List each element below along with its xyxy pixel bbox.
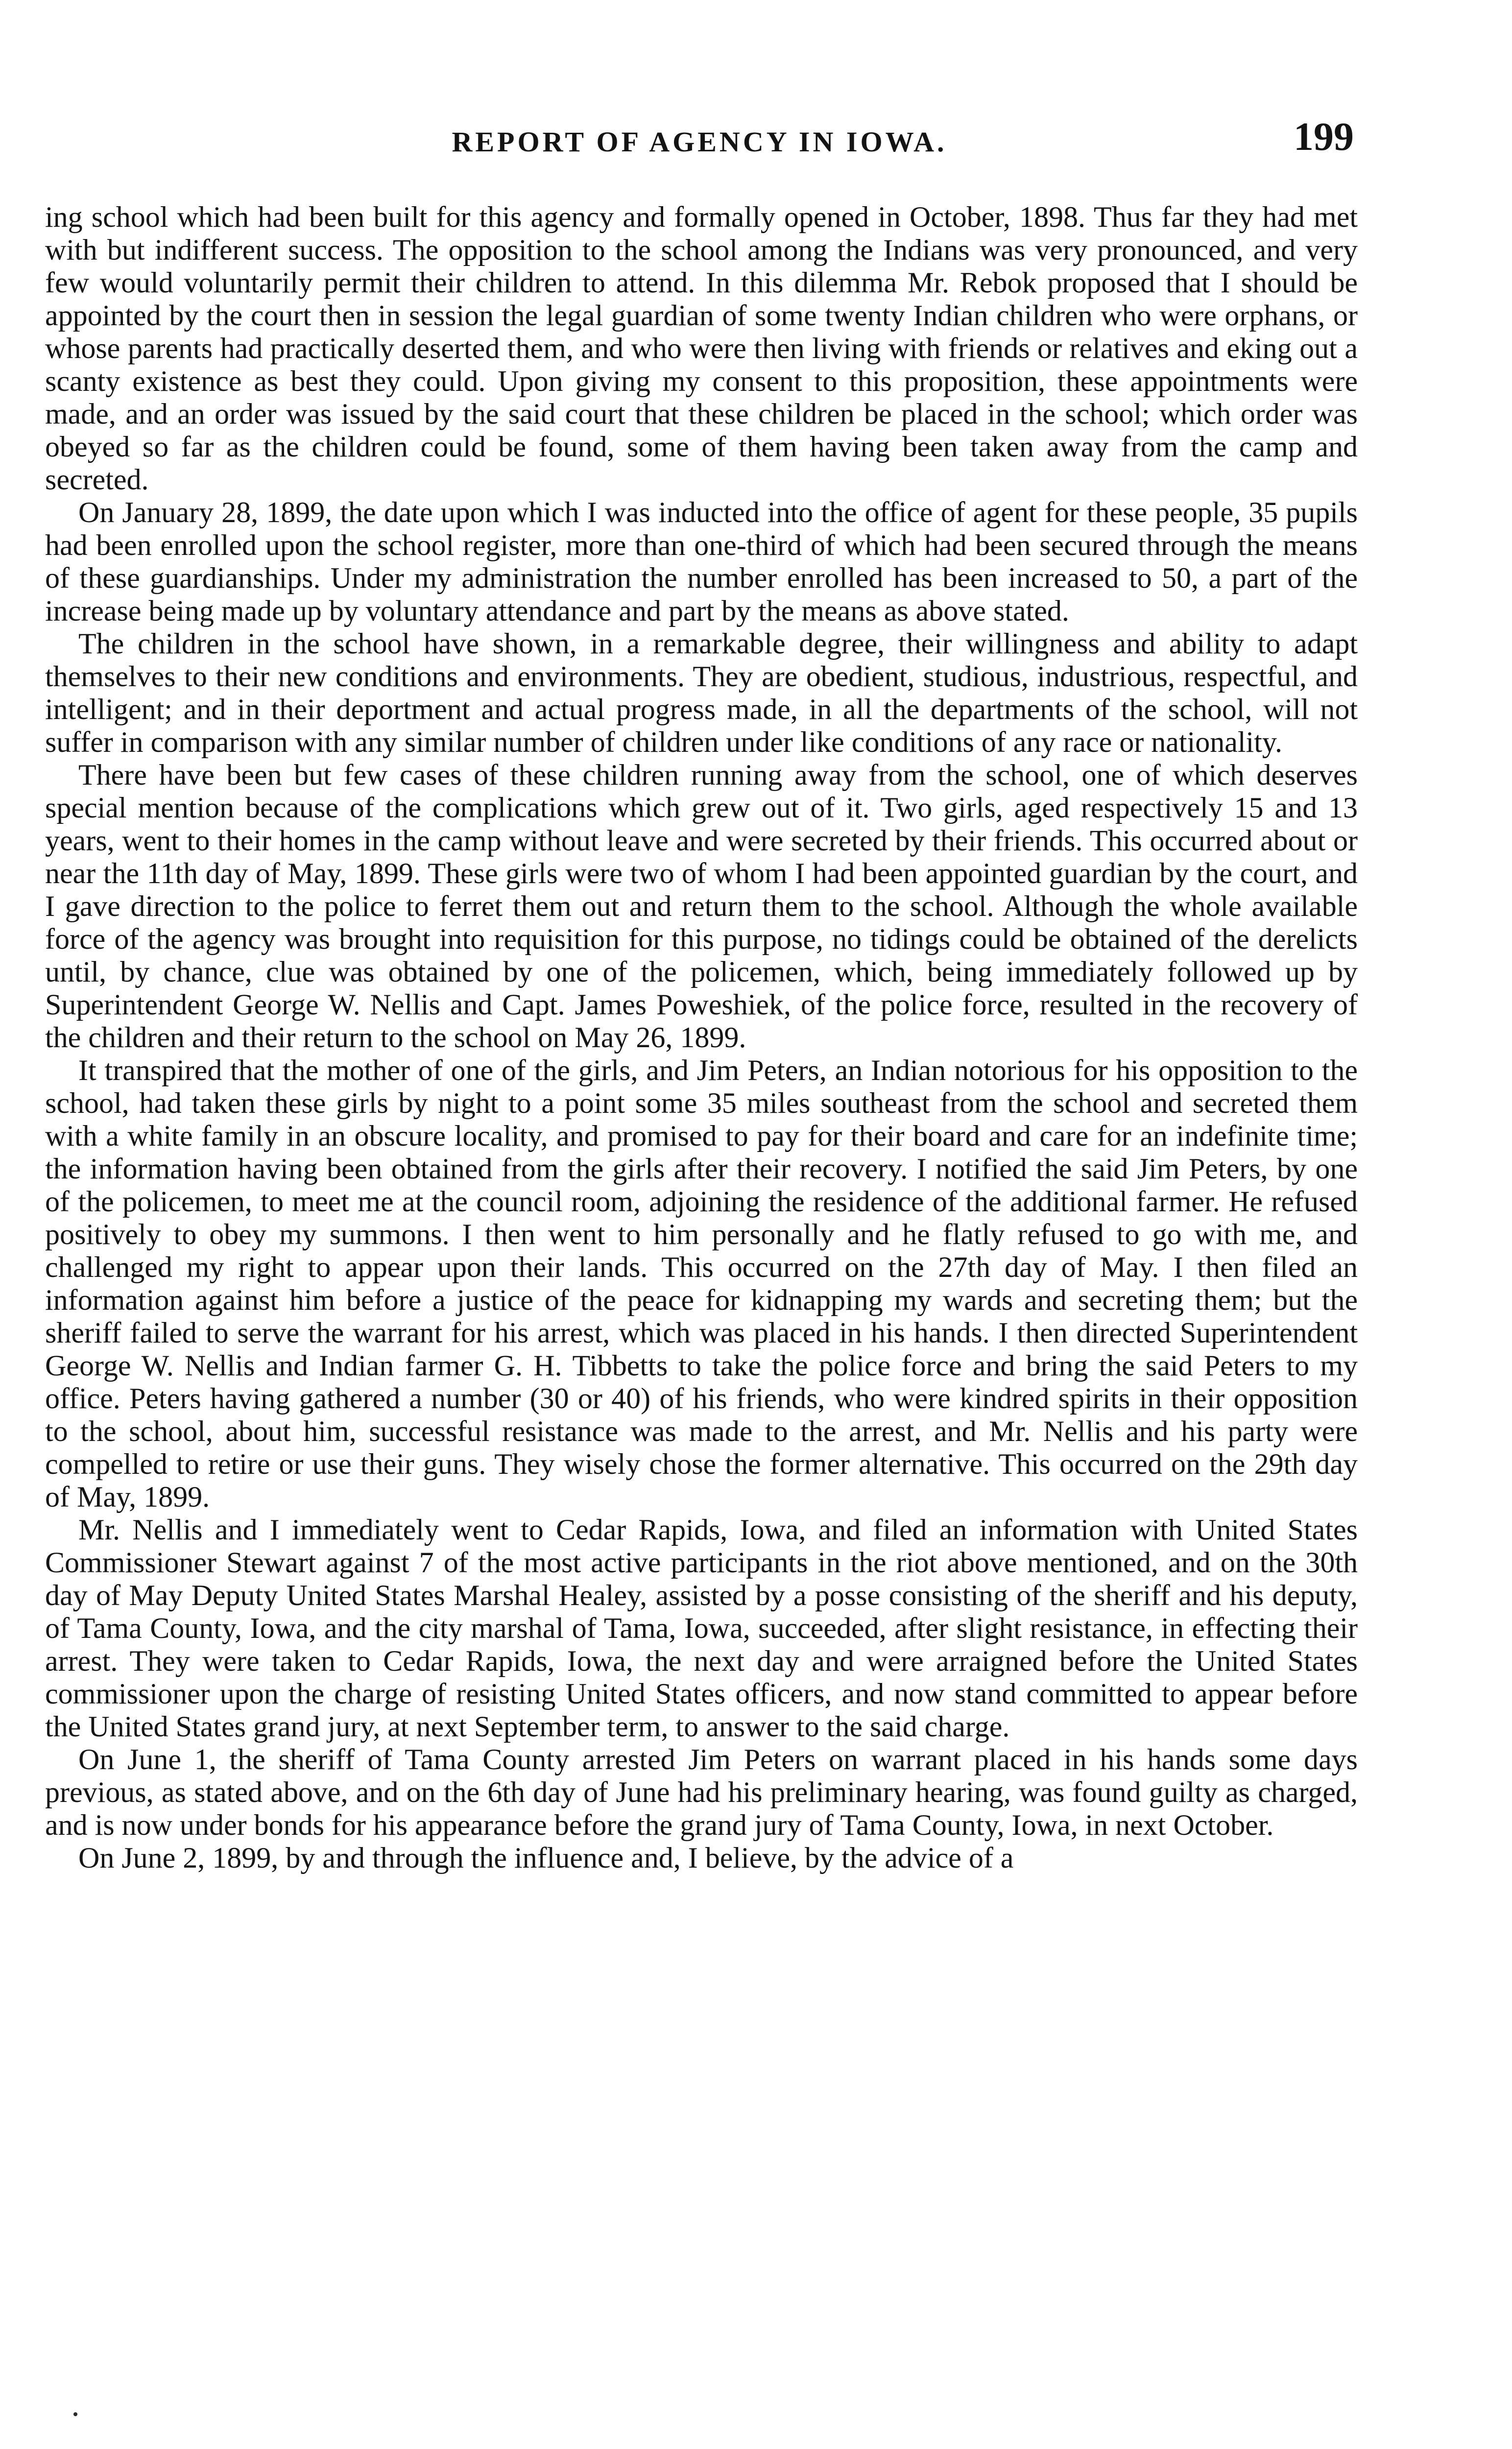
paragraph-sheriff-arrest: On June 1, the sheriff of Tama County arrested Jim Peters on warrant placed in his hands some days previous, as stated above, and on the 6th day of June had his preliminary hearing, was found guilty as charged, and is now under bonds for his appearance before the grand jury of Tama County, Iowa, in next October. [45,1743,1358,1841]
running-title: REPORT OF AGENCY IN IOWA. [452,126,947,158]
body-text [45,201,1358,1874]
page-header [45,114,1354,166]
paragraph-cedar-rapids: Mr. Nellis and I immediately went to Cedar Rapids, Iowa, and filed an information with United States Commissioner Stewart against 7 of the most active participants in the riot above mentioned, and on the 30th day of May Deputy United States Marshal Healey, assisted by a posse consisting of the sheriff and his deputy, of Tama County, Iowa, and the city marshal of Tama, Iowa, succeeded, after slight resistance, in effecting their arrest. They were taken to Cedar Rapids, Iowa, the next day and were arraigned before the United States commissioner upon the charge of resisting United States officers, and now stand committed to appear before the United States grand jury, at next September term, to answer to the said charge. [45,1513,1358,1743]
paragraph-continuation: ing school which had been built for this agency and formally opened in October, 1898. Thus far they had met with but indifferent success. The opposition to the school among the Indians was very pronounced, and very few would voluntarily permit their children to attend. In this dilemma Mr. Rebok proposed that I should be appointed by the court then in session the legal guardian of some twenty Indian children who were orphans, or whose parents had practically deserted them, and who were then living with friends or relatives and eking out a scanty existence as best they could. Upon giving my consent to this proposition, these appointments were made, and an order was issued by the said court that these children be placed in the school; which order was obeyed so far as the children could be found, some of them having been taken away from the camp and secreted. [45,201,1358,496]
page-number: 199 [1294,114,1354,159]
paragraph-june-second: On June 2, 1899, by and through the influence and, I believe, by the advice of a [78,1842,1014,1874]
paragraph-jim-peters: It transpired that the mother of one of the girls, and Jim Peters, an Indian notorious for his opposition to the school, had taken these girls by night to a point some 35 miles southeast from the school and secreted them with a white family in an obscure locality, and promised to pay for their board and care for an indefinite time; the information having been obtained from the girls after their recovery. I notified the said Jim Peters, by one of the policemen, to meet me at the council room, adjoining the residence of the additional farmer. He refused positively to obey my summons. I then went to him personally and he flatly refused to go with me, and challenged my right to appear upon their lands. This occurred on the 27th day of May. I then filed an information against him before a justice of the peace for kidnapping my wards and secreting them; but the sheriff failed to serve the warrant for his arrest, which was placed in his hands. I then directed Superintendent George W. Nellis and Indian farmer G. H. Tibbetts to take the police force and bring the said Peters to my office. Peters having gathered a number (30 or 40) of his friends, who were kindred spirits in their opposition to the school, about him, successful resistance was made to the arrest, and Mr. Nellis and his party were compelled to retire or use their guns. They wisely chose the former alternative. This occurred on the 29th day of May, 1899. [45,1054,1358,1513]
paragraph-enrollment: On January 28, 1899, the date upon which I was inducted into the office of agent for these people, 35 pupils had been enrolled upon the school register, more than one-third of which had been secured through the means of these guardianships. Under my administration the number enrolled has been increased to 50, a part of the increase being made up by voluntary attendance and part by the means as above stated. [45,496,1358,627]
stray-ink-dot [73,2412,77,2416]
paragraph-runaway-girls: There have been but few cases of these children running away from the school, one of which deserves special mention because of the complications which grew out of it. Two girls, aged respectively 15 and 13 years, went to their homes in the camp without leave and were secreted by their friends. This occurred about or near the 11th day of May, 1899. These girls were two of whom I had been appointed guardian by the court, and I gave direction to the police to ferret them out and return them to the school. Although the whole available force of the agency was brought into requisition for this purpose, no tidings could be obtained of the derelicts until, by chance, clue was obtained by one of the policemen, which, being immediately followed up by Superintendent George W. Nellis and Capt. James Poweshiek, of the police force, resulted in the recovery of the children and their return to the school on May 26, 1899. [45,759,1358,1054]
paragraph-children-progress: The children in the school have shown, in a remarkable degree, their willingness and ability to adapt themselves to their new conditions and environments. They are obedient, studious, industrious, respectful, and intelligent; and in their deportment and actual progress made, in all the departments of the school, will not suffer in comparison with any similar number of children under like conditions of any race or nationality. [45,627,1358,758]
